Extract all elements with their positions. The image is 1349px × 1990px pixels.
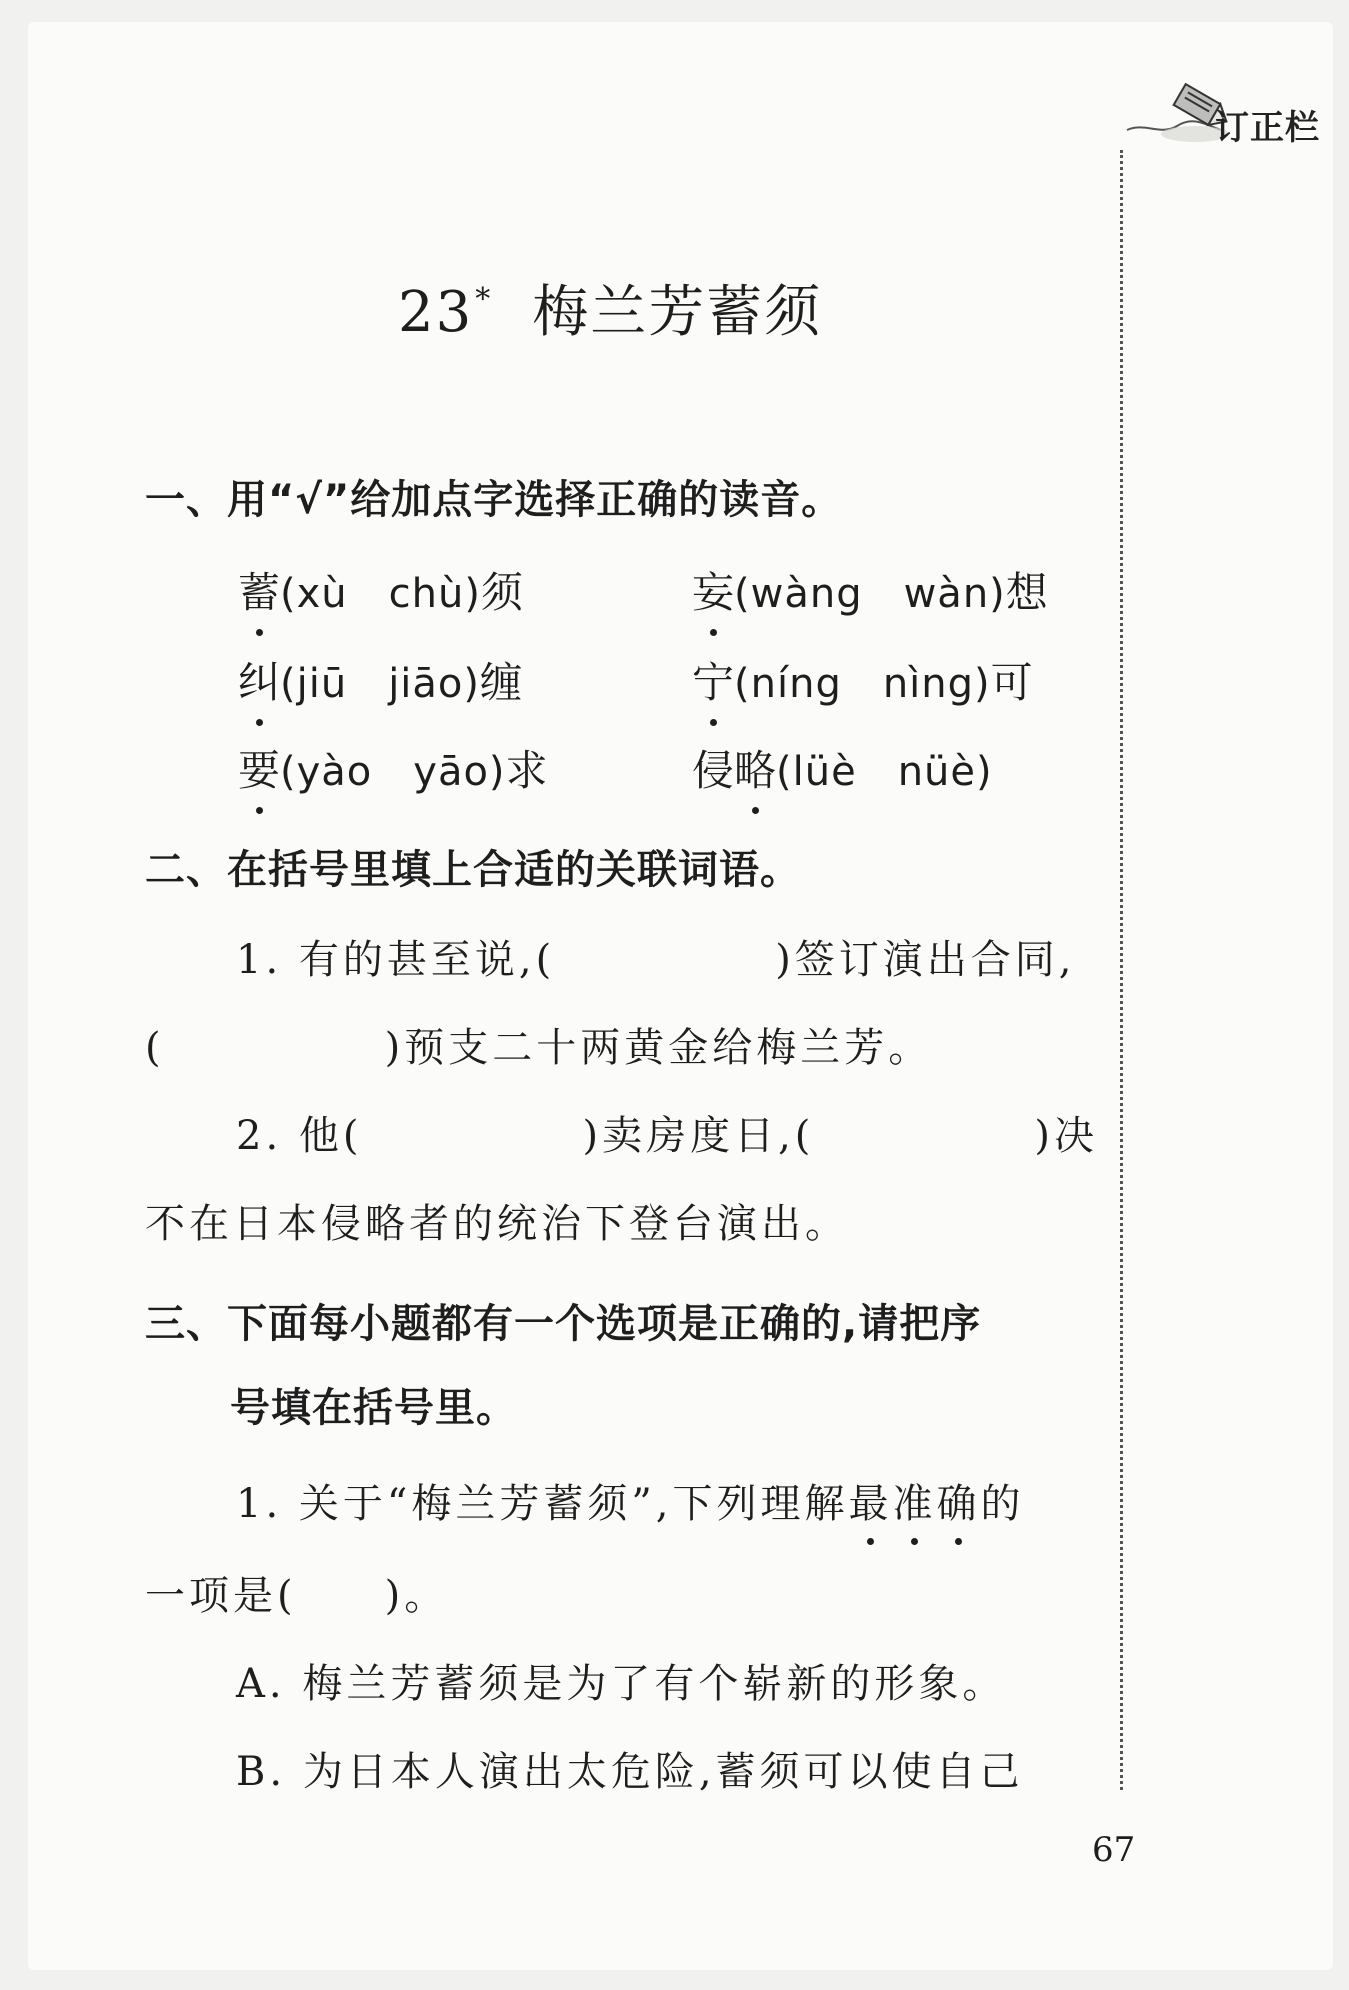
section1-heading: 一、用“√”给加点字选择正确的读音。 [145,477,843,523]
section2-heading: 二、在括号里填上合适的关联词语。 [145,847,801,893]
dotted-char: 蓄 [238,560,280,620]
pinyin-item: 侵略(lüè nüè) [692,738,993,798]
dotted-char: 纠 [238,650,280,710]
dotted-char: 妄 [692,560,734,620]
correction-label: 订正栏 [1215,108,1320,148]
section3-heading: 三、下面每小题都有一个选项是正确的,请把序 [145,1301,982,1347]
pinyin-options: (yào yāo) [280,749,506,795]
dotted-char: 宁 [692,650,734,710]
question-text: 一项是( )。 [145,1573,449,1619]
pinyin-options: (xù chù) [280,571,481,617]
dotted-char: 略 [734,738,776,798]
dotted-char: 确 [937,1472,981,1529]
pinyin-options: (níng nìng) [734,661,991,707]
dotted-char: 准 [893,1472,937,1529]
pinyin-item: 要(yào yāo)求 [238,738,548,798]
dotted-char: 要 [238,738,280,798]
option-a: A. 梅兰芳蓄须是为了有个崭新的形象。 [236,1661,1007,1707]
optional-lesson-mark: * [475,282,493,317]
pinyin-item: 蓄(xù chù)须 [238,560,523,620]
question-text: ( )预支二十两黄金给梅兰芳。 [145,1025,933,1071]
question-text: 不在日本侵略者的统治下登台演出。 [145,1201,849,1247]
pinyin-item: 宁(níng nìng)可 [692,650,1033,710]
pinyin-options: (wàng wàn) [734,571,1006,617]
pinyin-item: 妄(wàng wàn)想 [692,560,1048,620]
question-text: 2. 他( )卖房度日,( )决 [236,1113,1099,1159]
pinyin-options: (lüè nüè) [776,749,993,795]
section3-heading-cont: 号填在括号里。 [230,1385,517,1431]
pinyin-options: (jiū jiāo) [280,661,481,707]
correction-column-header [1125,78,1345,148]
lesson-title [398,268,822,348]
question-text: 1. 关于“梅兰芳蓄须”,下列理解最准确的 [236,1472,1025,1529]
page-number: 67 [1092,1830,1136,1870]
option-b: B. 为日本人演出太危险,蓄须可以使自己 [236,1749,1024,1795]
question-text: 1. 有的甚至说,( )签订演出合同, [236,937,1076,983]
lesson-title-text: 梅兰芳蓄须 [532,280,823,345]
dotted-char: 最 [849,1472,893,1529]
pinyin-item: 纠(jiū jiāo)缠 [238,650,522,710]
lesson-number: 23 [398,280,474,345]
correction-column-divider [1120,150,1123,1790]
